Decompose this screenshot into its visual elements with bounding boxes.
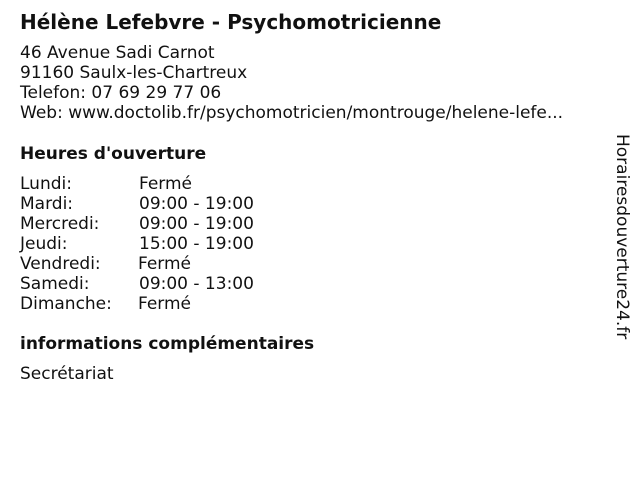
- info-heading: informations complémentaires: [20, 334, 315, 354]
- phone-line: Telefon: 07 69 29 77 06: [20, 83, 222, 103]
- page-title: Hélène Lefebvre - Psychomotricienne: [20, 10, 442, 34]
- hours-value: Fermé: [139, 174, 193, 194]
- hours-value: 09:00 - 13:00: [139, 274, 254, 294]
- day-label: Lundi:: [20, 174, 72, 194]
- hours-heading: Heures d'ouverture: [20, 144, 207, 164]
- hours-value: 09:00 - 19:00: [139, 214, 254, 234]
- hours-value: Fermé: [138, 294, 192, 314]
- address-city: 91160 Saulx-les-Chartreux: [20, 63, 248, 83]
- contact-block: [20, 43, 563, 123]
- web-line: Web: www.doctolib.fr/psychomotricien/montrouge/helene-lefe...: [20, 103, 564, 123]
- hours-value: Fermé: [138, 254, 192, 274]
- day-label: Dimanche:: [20, 294, 112, 314]
- hours-value: 09:00 - 19:00: [139, 194, 254, 214]
- day-label: Jeudi:: [20, 234, 68, 254]
- day-label: Samedi:: [20, 274, 90, 294]
- info-value: Secrétariat: [20, 364, 114, 384]
- day-label: Vendredi:: [20, 254, 101, 274]
- hours-value: 15:00 - 19:00: [139, 234, 254, 254]
- site-watermark: Horairesdouverture24.fr: [612, 134, 632, 340]
- day-label: Mardi:: [20, 194, 74, 214]
- day-label: Mercredi:: [20, 214, 100, 234]
- address-street: 46 Avenue Sadi Carnot: [20, 43, 215, 63]
